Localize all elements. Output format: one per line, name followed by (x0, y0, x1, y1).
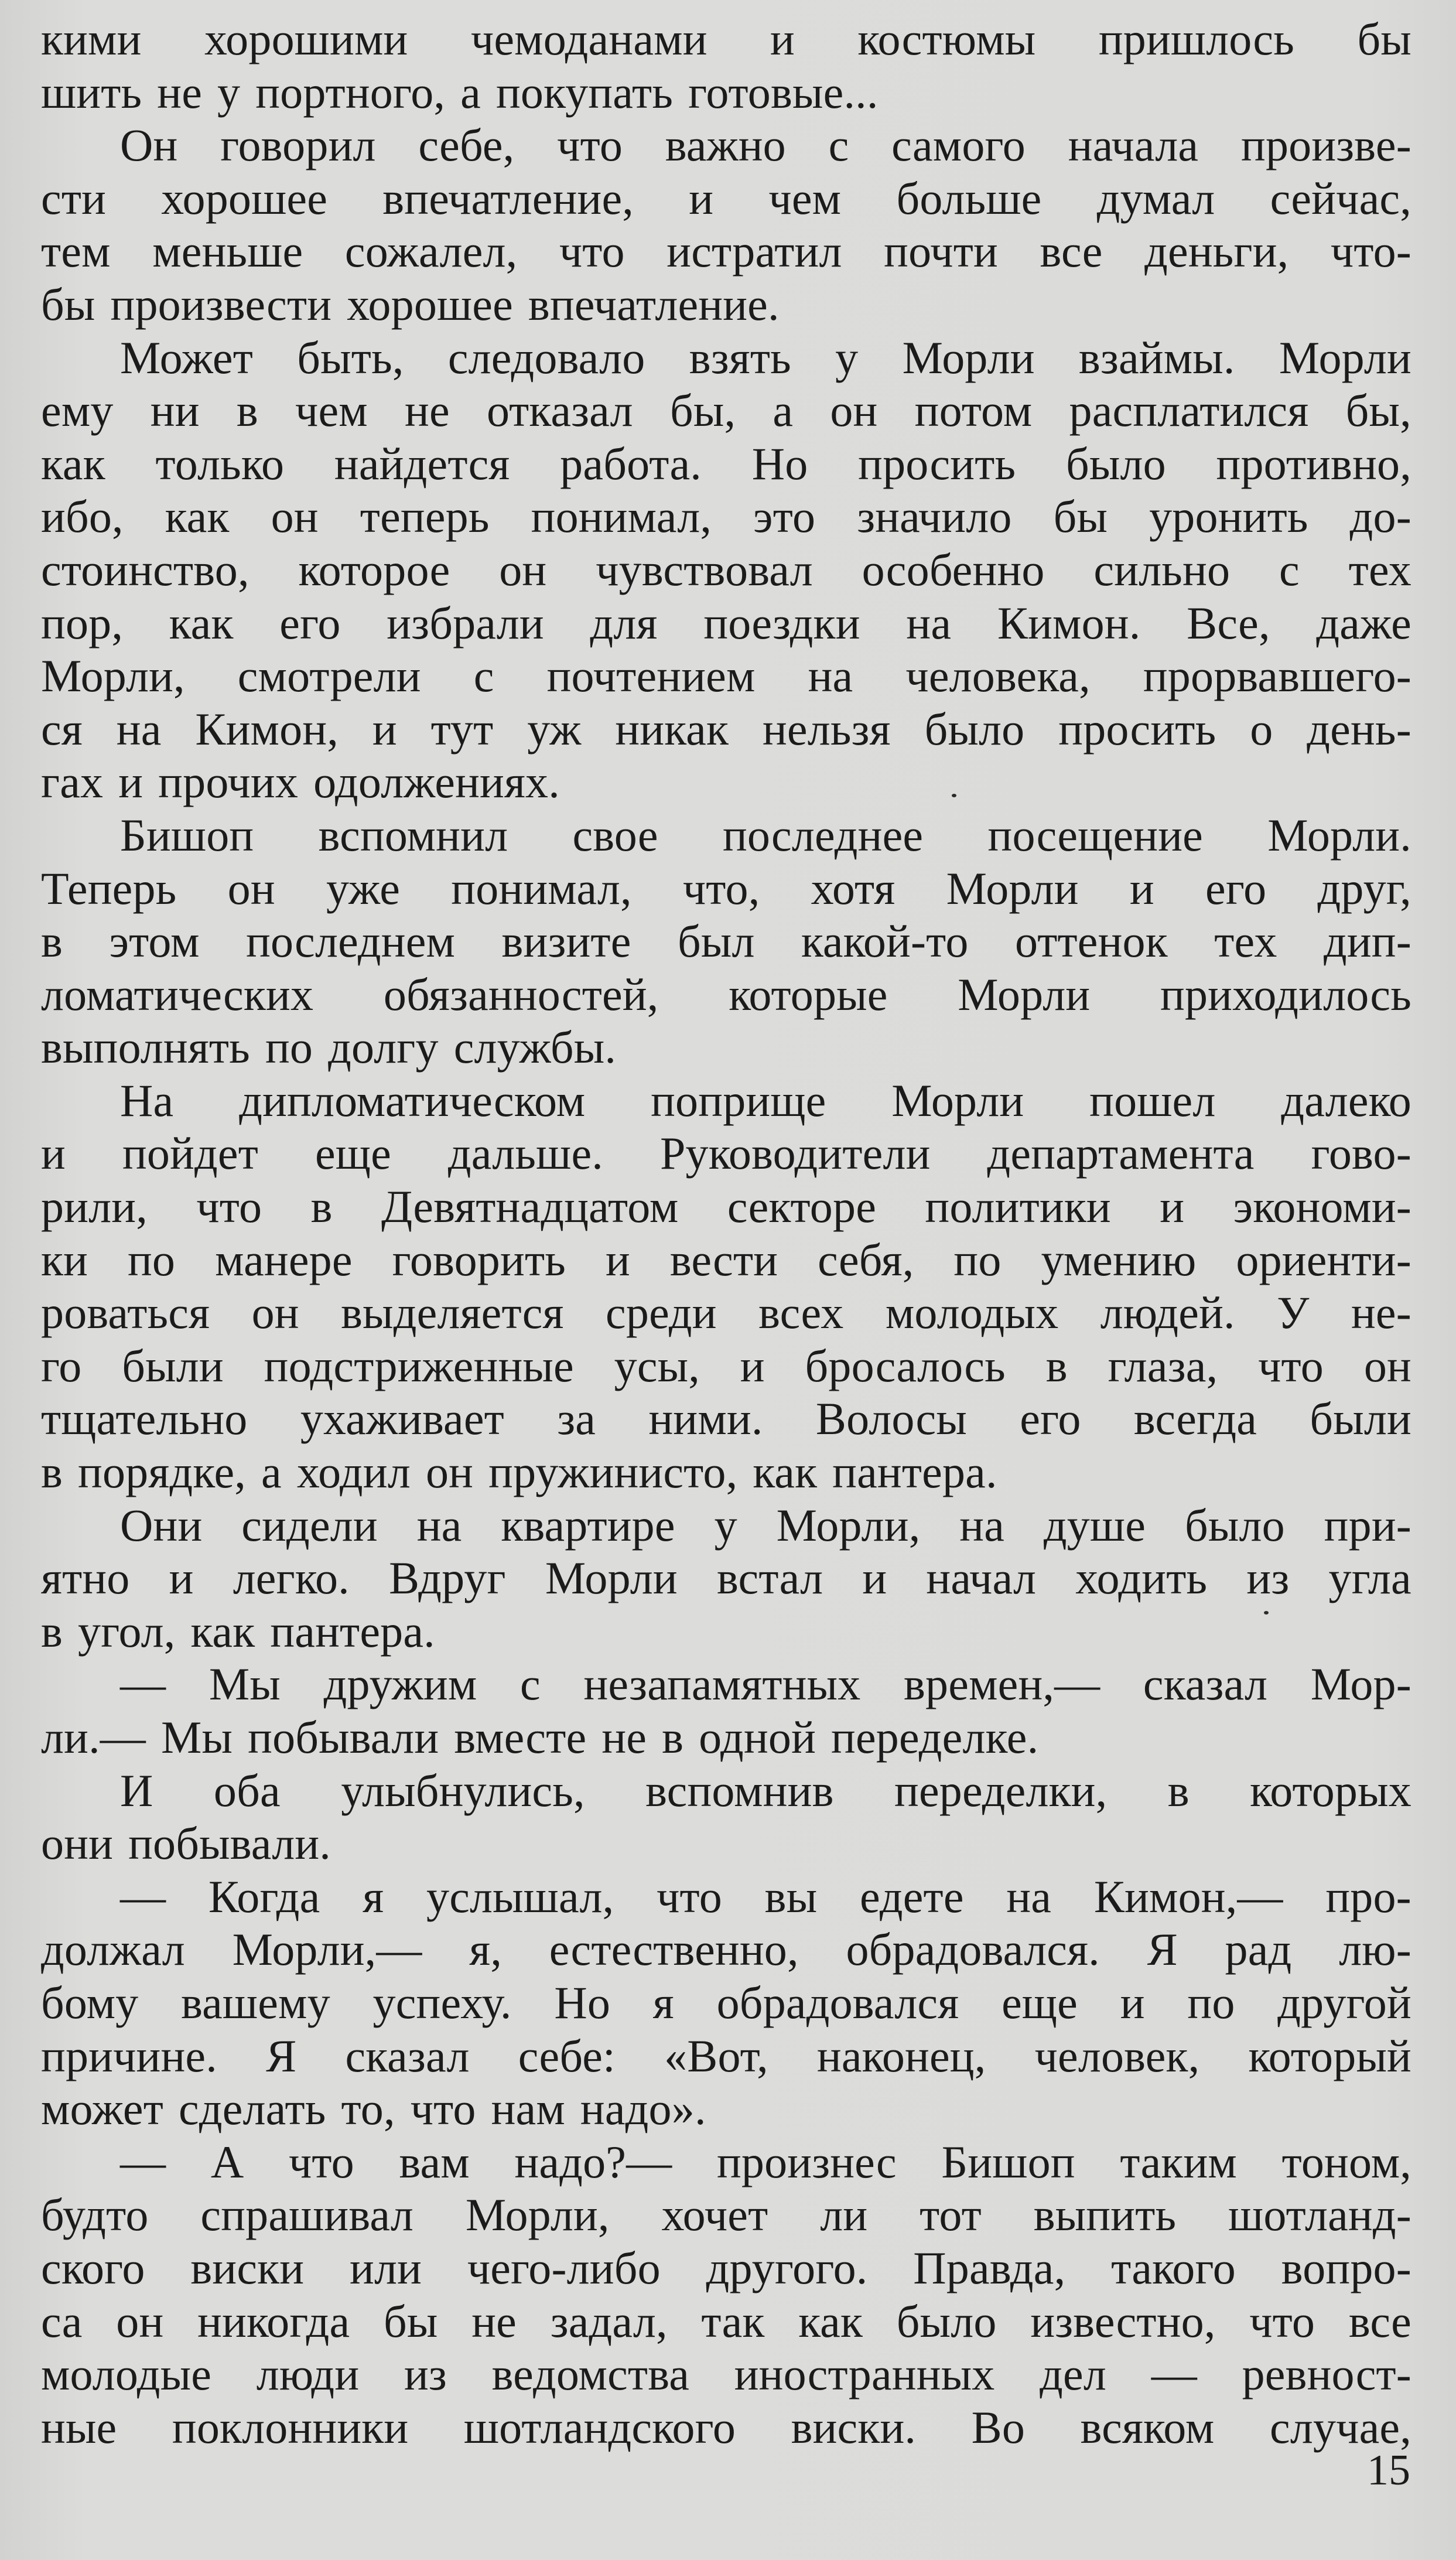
text-line: — Мы дружим с незапамятных времен,— сказал Мор- (120, 1658, 1411, 1710)
print-speck (1264, 1611, 1269, 1614)
text-line: выполнять по долгу службы. (41, 1022, 617, 1073)
text-line: ся на Кимон, и тут уж никак нельзя было просить о день- (41, 703, 1411, 755)
text-line: бому вашему успеху. Но я обрадовался еще и по другой (41, 1977, 1411, 2028)
text-line: — Когда я услышал, что вы едете на Кимон,— про- (120, 1870, 1411, 1922)
text-line: должал Морли,— я, естественно, обрадовался. Я рад лю- (41, 1924, 1411, 1975)
text-line: в порядке, а ходил он пружинисто, как пантера. (41, 1446, 997, 1498)
text-line: На дипломатическом поприще Морли пошел далеко (120, 1074, 1411, 1126)
text-line: ломатических обязанностей, которые Морли приходилось (41, 968, 1411, 1020)
text-line: — А что вам надо?— произнес Бишоп таким тоном, (120, 2136, 1411, 2187)
text-line: кими хорошими чемоданами и костюмы пришлось бы (41, 13, 1411, 64)
text-line: шить не у портного, а покупать готовые... (41, 66, 879, 118)
text-line: как только найдется работа. Но просить было противно, (41, 438, 1411, 489)
text-line: ибо, как он теперь понимал, это значило бы уронить до- (41, 491, 1411, 542)
text-line: они побывали. (41, 1818, 331, 1869)
print-speck (952, 794, 956, 797)
text-line: ли.— Мы побывали вместе не в одной переделке. (41, 1712, 1039, 1763)
text-line: тщательно ухаживает за ними. Волосы его всегда были (41, 1393, 1411, 1445)
text-line: И оба улыбнулись, вспомнив переделки, в которых (120, 1764, 1411, 1816)
text-line: в этом последнем визите был какой-то оттенок тех дип- (41, 916, 1411, 967)
text-line: ского виски или чего-либо другого. Правда, такого вопро- (41, 2242, 1411, 2293)
text-line: в угол, как пантера. (41, 1605, 435, 1657)
text-line: ные поклонники шотландского виски. Во всяком случае, (41, 2401, 1411, 2453)
text-line: тем меньше сожалел, что истратил почти все деньги, что- (41, 226, 1411, 277)
text-line: роваться он выделяется среди всех молодых людей. У не- (41, 1287, 1411, 1339)
text-line: ятно и легко. Вдруг Морли встал и начал ходить из угла (41, 1552, 1411, 1604)
body-text (41, 13, 1411, 2454)
text-line: Теперь он уже понимал, что, хотя Морли и его друг, (41, 862, 1411, 914)
text-line: бы произвести хорошее впечатление. (41, 278, 780, 330)
text-line: стоинство, которое он чувствовал особенно сильно с тех (41, 544, 1411, 595)
text-line: са он никогда бы не задал, так как было известно, что все (41, 2295, 1411, 2347)
text-line: Может быть, следовало взять у Морли взаймы. Морли (120, 332, 1411, 383)
text-line: будто спрашивал Морли, хочет ли тот выпить шотланд- (41, 2189, 1411, 2241)
text-line: причине. Я сказал себе: «Вот, наконец, человек, который (41, 2030, 1411, 2081)
text-line: рили, что в Девятнадцатом секторе политики и экономи- (41, 1181, 1411, 1233)
text-line: Они сидели на квартире у Морли, на душе было при- (120, 1499, 1411, 1551)
text-line: ки по манере говорить и вести себя, по умению ориенти- (41, 1234, 1411, 1285)
text-line: сти хорошее впечатление, и чем больше думал сейчас, (41, 172, 1411, 224)
text-line: Морли, смотрели с почтением на человека, прорвавшего- (41, 650, 1411, 702)
text-line: может сделать то, что нам надо». (41, 2083, 706, 2135)
text-line: ему ни в чем не отказал бы, а он потом расплатился бы, (41, 385, 1411, 436)
text-line: молодые люди из ведомства иностранных дел — ревност- (41, 2349, 1411, 2400)
text-line: гах и прочих одолжениях. (41, 756, 560, 808)
page-number: 15 (1367, 2446, 1410, 2494)
text-line: Бишоп вспомнил свое последнее посещение Морли. (120, 809, 1411, 861)
text-line: Он говорил себе, что важно с самого начала произве- (120, 120, 1411, 171)
text-line: пор, как его избрали для поездки на Кимон. Все, даже (41, 597, 1411, 648)
text-line: го были подстриженные усы, и бросалось в глаза, что он (41, 1340, 1411, 1391)
text-line: и пойдет еще дальше. Руководители департамента гово- (41, 1128, 1411, 1179)
